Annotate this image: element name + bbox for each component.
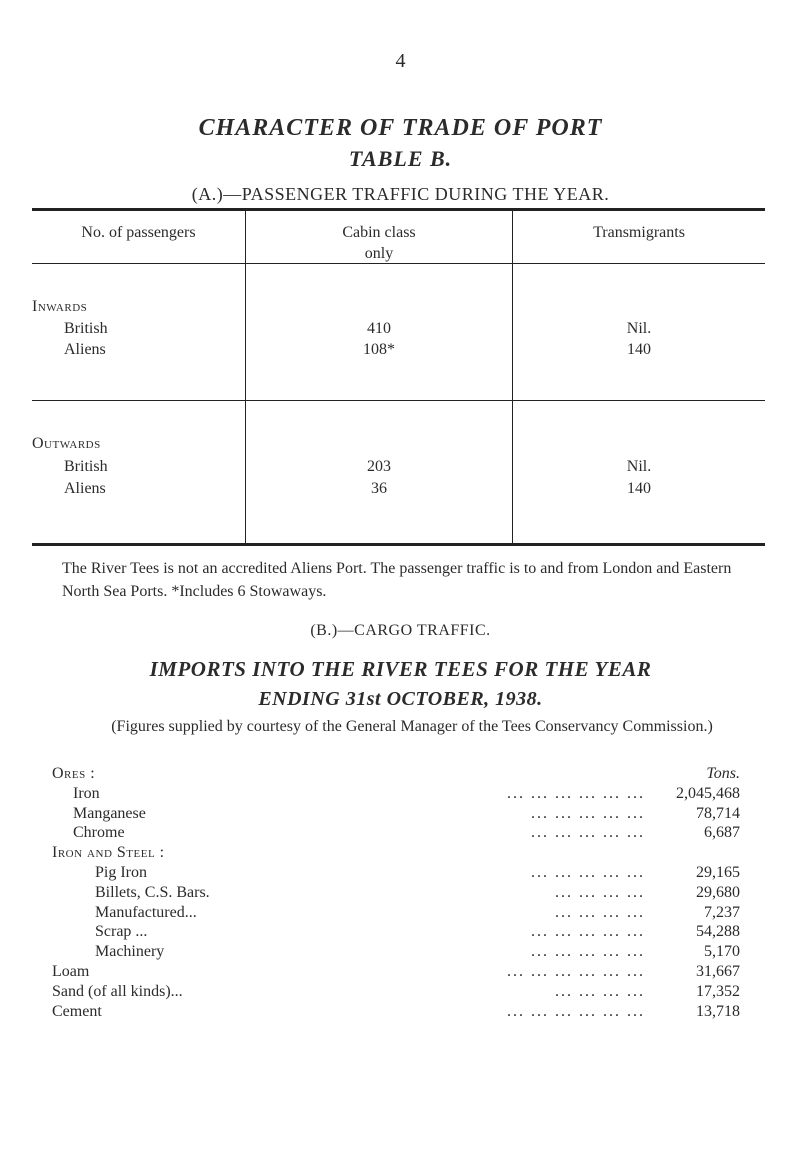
outwards-aliens-label: Aliens bbox=[64, 480, 106, 497]
inwards-aliens-cabin: 108* bbox=[363, 341, 395, 358]
inwards-label: Inwards bbox=[32, 298, 88, 315]
list-item: Iron ... ... ... ... ... ... 2,045,468 bbox=[73, 784, 740, 802]
header-cabin-line1: Cabin class bbox=[342, 224, 416, 241]
iron-steel-heading: Iron and Steel : bbox=[52, 844, 165, 862]
inwards-aliens-label: Aliens bbox=[64, 341, 106, 358]
outwards-aliens-cabin: 36 bbox=[371, 480, 387, 497]
table-bottom-rule bbox=[32, 543, 765, 546]
outwards-british-label: British bbox=[64, 458, 108, 475]
list-item: Loam ... ... ... ... ... ... 31,667 bbox=[52, 962, 740, 980]
list-item: Pig Iron ... ... ... ... ... 29,165 bbox=[95, 863, 740, 881]
passenger-table bbox=[32, 208, 765, 546]
page-number: 4 bbox=[395, 50, 406, 72]
ores-heading: Ores : bbox=[52, 765, 96, 782]
section-divider bbox=[32, 400, 765, 401]
table-title: TABLE B. bbox=[348, 146, 453, 171]
list-item: Sand (of all kinds)... ... ... ... ... 17,352 bbox=[52, 982, 740, 1000]
header-passengers: No. of passengers bbox=[81, 224, 196, 241]
list-item: Manganese ... ... ... ... ... 78,714 bbox=[73, 804, 740, 822]
outwards-british-trans: Nil. bbox=[626, 458, 652, 475]
list-item: Machinery ... ... ... ... ... 5,170 bbox=[95, 943, 740, 961]
table-top-rule bbox=[32, 208, 765, 211]
page-title: CHARACTER OF TRADE OF PORT bbox=[198, 115, 603, 141]
header-transmigrants: Transmigrants bbox=[593, 224, 685, 241]
list-item: Cement ... ... ... ... ... ... 13,718 bbox=[52, 1002, 740, 1020]
imports-list bbox=[52, 764, 740, 1021]
list-heading-row bbox=[52, 764, 740, 784]
inwards-british-cabin: 410 bbox=[367, 320, 391, 337]
list-item: Billets, C.S. Bars. ... ... ... ... 29,680 bbox=[95, 883, 740, 901]
section-b-heading: (B.)—CARGO TRAFFIC. bbox=[310, 622, 491, 639]
outwards-british-cabin: 203 bbox=[367, 458, 391, 475]
units-heading: Tons. bbox=[706, 765, 740, 782]
list-item: Scrap ... ... ... ... ... ... 54,288 bbox=[95, 923, 740, 941]
imports-title-line2: ENDING 31st OCTOBER, 1938. bbox=[258, 688, 543, 710]
list-item: Manufactured... ... ... ... ... 7,237 bbox=[95, 903, 740, 921]
inwards-british-trans: Nil. bbox=[626, 320, 652, 337]
section-a-heading: (A.)—PASSENGER TRAFFIC DURING THE YEAR. bbox=[191, 184, 610, 204]
header-cabin-line2: only bbox=[364, 245, 394, 262]
inwards-aliens-trans: 140 bbox=[627, 341, 651, 358]
list-item: Chrome ... ... ... ... ... 6,687 bbox=[73, 824, 740, 842]
outwards-aliens-trans: 140 bbox=[627, 480, 651, 497]
list-heading-row bbox=[52, 843, 740, 863]
outwards-label: Outwards bbox=[32, 435, 101, 452]
inwards-british-label: British bbox=[64, 320, 108, 337]
imports-title-line1: IMPORTS INTO THE RIVER TEES FOR THE YEAR bbox=[149, 657, 652, 681]
passenger-note: The River Tees is not an accredited Aliens Port. The passenger traffic is to and from London and Eastern North Sea Ports. *Includes 6 Stowaways. bbox=[62, 560, 732, 600]
header-divider bbox=[32, 263, 765, 264]
courtesy-note: (Figures supplied by courtesy of the General Manager of the Tees Conservancy Commission.) bbox=[111, 718, 713, 735]
